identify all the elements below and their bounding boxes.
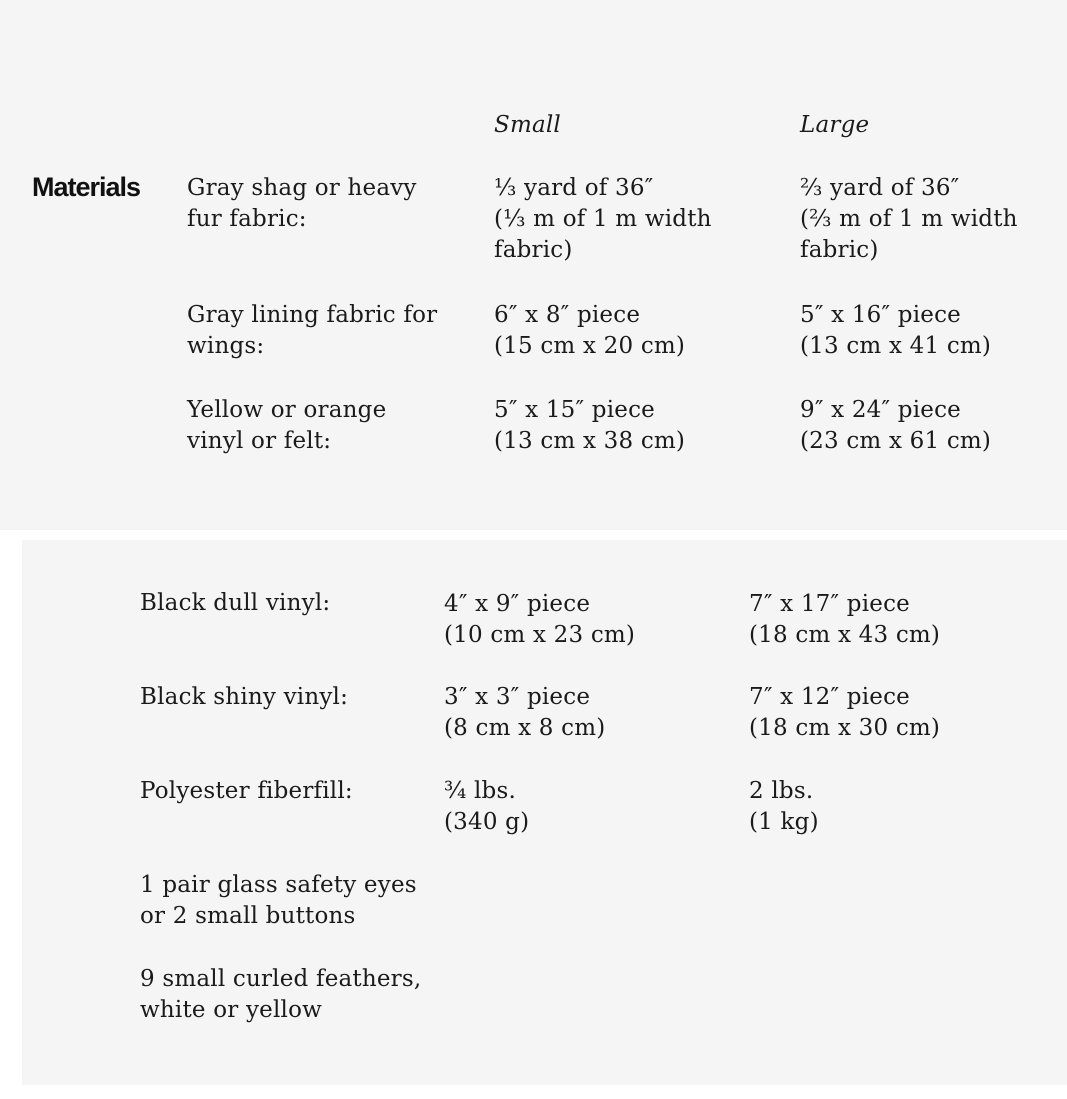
- material-label: Polyester fiberfill:: [140, 778, 353, 804]
- extra-material: 9 small curled feathers, white or yellow: [140, 966, 422, 1023]
- section-title: Materials: [32, 172, 141, 202]
- material-small-amount: 3″ x 3″ piece (8 cm x 8 cm): [444, 684, 606, 741]
- material-small-amount: ¾ lbs. (340 g): [444, 778, 530, 835]
- column-header-large: Large: [800, 112, 870, 138]
- material-label: Black shiny vinyl:: [140, 684, 349, 710]
- material-small-amount: 5″ x 15″ piece (13 cm x 38 cm): [494, 397, 686, 454]
- material-label: Gray shag or heavy fur fabric:: [187, 175, 417, 232]
- material-label: Black dull vinyl:: [140, 590, 331, 616]
- material-large-amount: 2 lbs. (1 kg): [749, 778, 819, 835]
- extra-material: 1 pair glass safety eyes or 2 small buttons: [140, 872, 417, 929]
- material-large-amount: 7″ x 17″ piece (18 cm x 43 cm): [749, 591, 941, 648]
- material-small-amount: ⅓ yard of 36″ (⅓ m of 1 m width fabric): [494, 175, 712, 263]
- material-small-amount: 4″ x 9″ piece (10 cm x 23 cm): [444, 591, 636, 648]
- material-label: Yellow or orange vinyl or felt:: [187, 397, 387, 454]
- material-large-amount: 7″ x 12″ piece (18 cm x 30 cm): [749, 684, 941, 741]
- material-small-amount: 6″ x 8″ piece (15 cm x 20 cm): [494, 302, 686, 359]
- material-large-amount: ⅔ yard of 36″ (⅔ m of 1 m width fabric): [800, 175, 1018, 263]
- material-label: Gray lining fabric for wings:: [187, 302, 438, 359]
- material-large-amount: 9″ x 24″ piece (23 cm x 61 cm): [800, 397, 992, 454]
- column-header-small: Small: [494, 112, 561, 138]
- material-large-amount: 5″ x 16″ piece (13 cm x 41 cm): [800, 302, 992, 359]
